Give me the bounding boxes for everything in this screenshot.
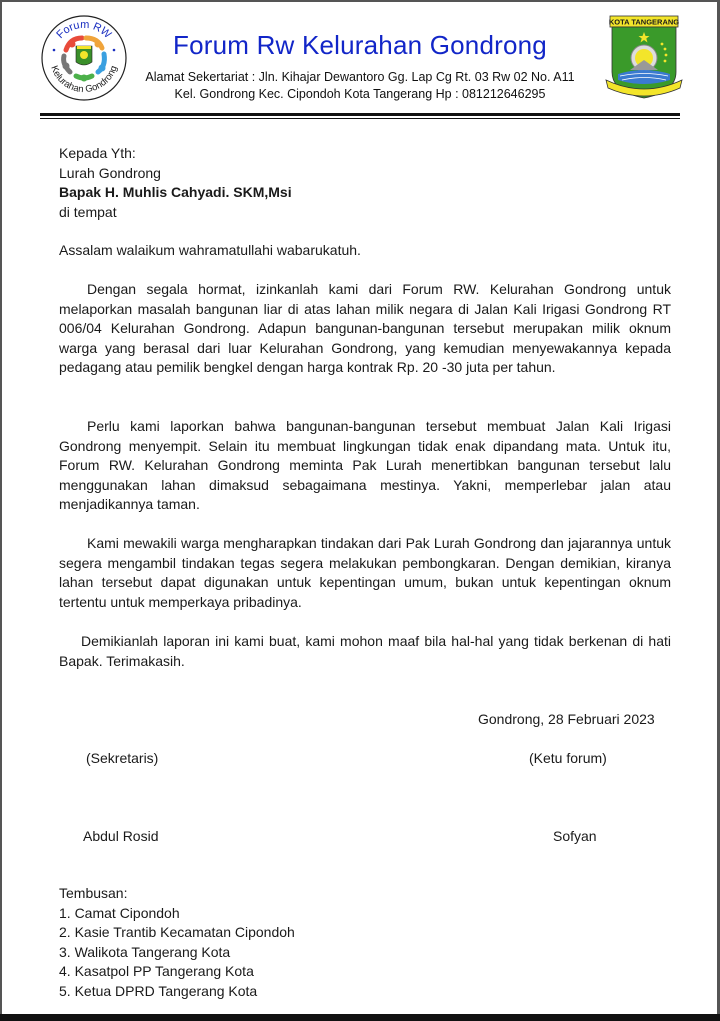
cc-item: 4. Kasatpol PP Tangerang Kota [59,963,254,979]
letterhead-separator-thin [40,118,680,119]
recipient-name: Bapak H. Muhlis Cahyadi. SKM,Msi [59,184,292,200]
kota-tangerang-coat-of-arms-icon [604,14,684,104]
address-line-2: Kel. Gondrong Kec. Cipondoh Kota Tangerang Hp : 081212646295 [174,87,546,101]
letterhead-separator-thick [40,113,680,116]
cc-item: 2. Kasie Trantib Kecamatan Cipondoh [59,924,295,940]
cc-heading: Tembusan: [59,885,128,901]
cc-item: 3. Walikota Tangerang Kota [59,943,231,960]
forum-rw-emblem-icon [40,14,128,102]
secretary-role: (Sekretaris) [86,750,159,766]
date-line: Gondrong, 28 Februari 2023 [478,711,655,727]
body-paragraph-4: Demikianlah laporan ini kami buat, kami mohon maaf bila hal-hal yang tidak berkenan di hati Bapak. Terimakasih. [59,633,671,669]
body-paragraph-1: Dengan segala hormat, izinkanlah kami dari Forum RW. Kelurahan Gondrong untuk melaporkan masalah bangunan liar di atas lahan milik negara di Jalan Kali Irigasi Gondrong RT 006/04 Kelurahan Gondrong. Adapun bangunan-bangunan tersebut merupakan milik oknum warga yang berasal dari luar Kelurahan Gondrong, yang kemudian menyewakannya kepada pedagang atau pemilik bengkel dengan harga kontrak Rp. 20 -30 juta per tahun. [59,281,671,375]
cc-item: 5. Ketua DPRD Tangerang Kota [59,982,258,999]
body-paragraph-3: Kami mewakili warga mengharapkan tindakan dari Pak Lurah Gondrong dan jajarannya untuk segera mengambil tindakan tegas segera melakukan pembongkaran. Dengan demikian, kiranya lahan tersebut dapat digunakan untuk kepentingan umum, bukan untuk kepentingan oknum tertentu untuk memperkaya pribadinya. [59,535,671,610]
organization-title: Forum Rw Kelurahan Gondrong [173,30,547,60]
coat-banner-text: KOTA TANGERANG [608,17,680,27]
page-frame-bottom [0,1014,720,1021]
greeting: Assalam walaikum wahramatullahi wabarukatuh. [59,242,361,258]
cc-item: 1. Camat Cipondoh [59,904,180,921]
cc-list [59,884,295,1001]
logo-bottom-text: Kelurahan Gondrong [48,64,120,96]
forum-rw-logo [40,14,128,102]
address-line-1: Alamat Sekertariat : Jln. Kihajar Dewantoro Gg. Lap Cg Rt. 03 Rw 02 No. A11 [145,70,575,84]
recipient-location: di tempat [59,203,117,220]
recipient-office: Lurah Gondrong [59,164,161,181]
secretary-name: Abdul Rosid [83,828,159,844]
chairman-name: Sofyan [553,828,597,844]
page-frame-top [0,0,720,2]
body-paragraph-2: Perlu kami laporkan bahwa bangunan-bangunan tersebut membuat Jalan Kali Irigasi Gondrong menyempit. Selain itu membuat lingkungan tidak enak dipandang mata. Untuk itu, Forum RW. Kelurahan Gondrong meminta Pak Lurah menertibkan bangunan tersebut lalu menggunakan lahan dimaksud sebagaimana mestinya. Yakni, memperlebar jalan atau menjadikannya taman. [59,418,671,512]
logo-top-text: Forum RW [54,18,114,42]
page-frame-left [0,0,2,1021]
chairman-role: (Ketu forum) [529,750,607,766]
recipient-salutation: Kepada Yth: [59,145,136,161]
kota-tangerang-logo [604,14,684,104]
